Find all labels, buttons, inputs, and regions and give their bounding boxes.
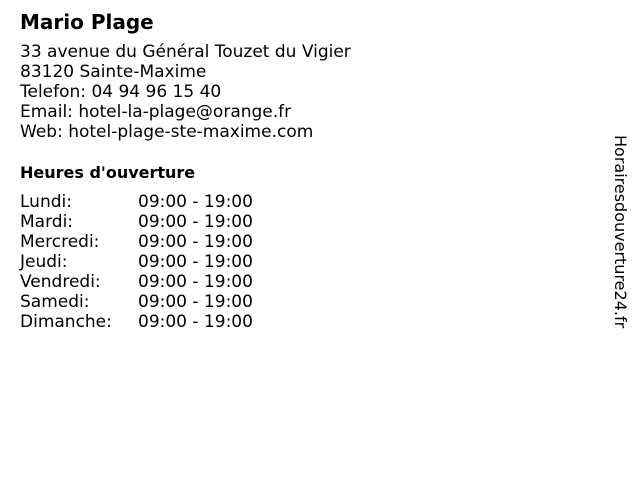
day-label: Dimanche:	[20, 312, 112, 332]
opening-hours-table	[20, 192, 253, 332]
time-range: 09:00 - 19:00	[138, 252, 253, 272]
web-label: Web:	[20, 122, 63, 142]
site-watermark: Horairesdouverture24.fr	[611, 135, 630, 329]
hours-row-monday	[20, 192, 253, 212]
hours-row-friday	[20, 272, 253, 292]
business-card	[20, 8, 580, 332]
address-city: 83120 Sainte-Maxime	[20, 62, 207, 82]
hours-row-wednesday	[20, 232, 253, 252]
time-range: 09:00 - 19:00	[138, 292, 253, 312]
day-label: Lundi:	[20, 192, 72, 212]
email-link[interactable]: hotel-la-plage@orange.fr	[78, 102, 292, 122]
hours-row-sunday	[20, 312, 253, 332]
time-range: 09:00 - 19:00	[138, 212, 253, 232]
day-label: Vendredi:	[20, 272, 101, 292]
opening-hours-heading: Heures d'ouverture	[20, 163, 196, 182]
hours-row-saturday	[20, 292, 253, 312]
phone-row	[20, 82, 580, 102]
web-link[interactable]: hotel-plage-ste-maxime.com	[68, 122, 314, 142]
phone-value[interactable]: 04 94 96 15 40	[91, 82, 222, 102]
day-label: Jeudi:	[20, 252, 68, 272]
time-range: 09:00 - 19:00	[138, 272, 253, 292]
email-row	[20, 102, 580, 122]
day-label: Mercredi:	[20, 232, 100, 252]
email-label: Email:	[20, 102, 73, 122]
hours-row-tuesday	[20, 212, 253, 232]
day-label: Mardi:	[20, 212, 74, 232]
hours-row-thursday	[20, 252, 253, 272]
time-range: 09:00 - 19:00	[138, 192, 253, 212]
web-row	[20, 122, 580, 142]
time-range: 09:00 - 19:00	[138, 312, 253, 332]
business-name: Mario Plage	[20, 10, 154, 34]
day-label: Samedi:	[20, 292, 90, 312]
time-range: 09:00 - 19:00	[138, 232, 253, 252]
phone-label: Telefon:	[20, 82, 87, 102]
address-street: 33 avenue du Général Touzet du Vigier	[20, 42, 351, 62]
